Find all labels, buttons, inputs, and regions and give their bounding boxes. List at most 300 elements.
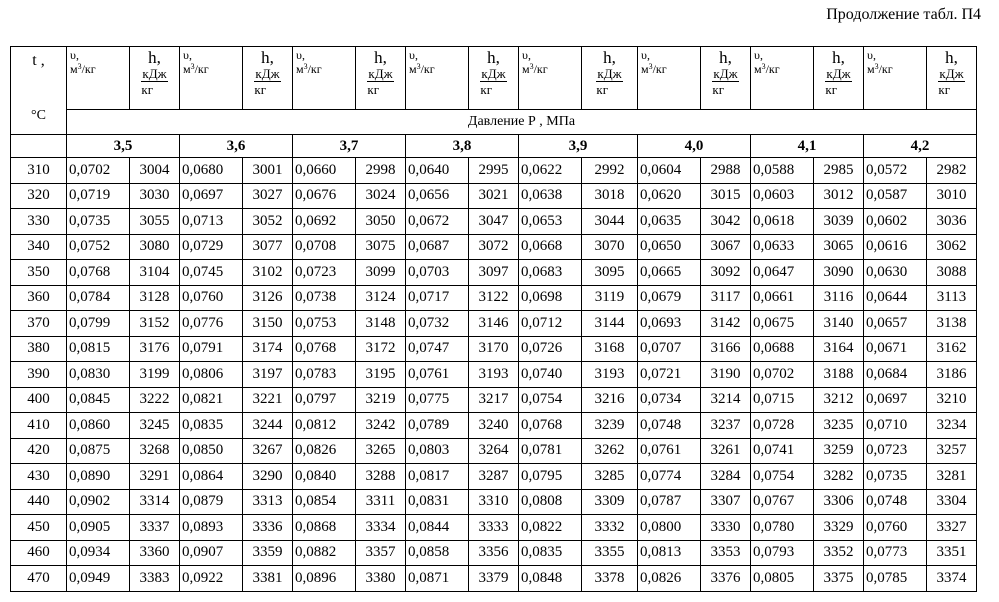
enthalpy-cell: 3164 (814, 336, 864, 362)
specific-volume-cell: 0,0604 (638, 158, 701, 184)
h-unit-denominator: кг (596, 82, 609, 97)
specific-volume-cell: 0,0633 (751, 234, 814, 260)
enthalpy-cell: 3288 (356, 464, 406, 490)
table-row (11, 285, 977, 311)
enthalpy-cell: 3148 (356, 311, 406, 337)
enthalpy-cell: 3210 (927, 387, 977, 413)
h-unit-fraction (367, 67, 393, 96)
specific-volume-cell: 0,0826 (293, 438, 356, 464)
specific-volume-cell: 0,0797 (293, 387, 356, 413)
enthalpy-cell: 3237 (701, 413, 751, 439)
v-unit-exp: 3 (648, 61, 653, 71)
enthalpy-cell: 3332 (582, 515, 638, 541)
enthalpy-cell: 3122 (469, 285, 519, 311)
specific-volume-header (293, 47, 356, 110)
temperature-cell: 320 (11, 183, 67, 209)
h-unit-fraction (141, 67, 167, 96)
specific-volume-cell: 0,0761 (406, 362, 469, 388)
specific-volume-cell: 0,0679 (638, 285, 701, 311)
enthalpy-cell: 3381 (243, 566, 293, 592)
enthalpy-cell: 3333 (469, 515, 519, 541)
enthalpy-cell: 3379 (469, 566, 519, 592)
specific-volume-cell: 0,0858 (406, 540, 469, 566)
specific-volume-cell: 0,0860 (67, 413, 130, 439)
v-unit-base: м (409, 61, 417, 76)
enthalpy-cell: 3138 (927, 311, 977, 337)
enthalpy-cell: 3039 (814, 209, 864, 235)
enthalpy-cell: 3261 (701, 438, 751, 464)
specific-volume-cell: 0,0754 (519, 387, 582, 413)
enthalpy-cell: 3383 (130, 566, 180, 592)
specific-volume-cell: 0,0708 (293, 234, 356, 260)
enthalpy-cell: 3030 (130, 183, 180, 209)
specific-volume-cell: 0,0787 (638, 489, 701, 515)
specific-volume-cell: 0,0806 (180, 362, 243, 388)
specific-volume-cell: 0,0768 (67, 260, 130, 286)
enthalpy-cell: 3378 (582, 566, 638, 592)
temperature-cell: 410 (11, 413, 67, 439)
specific-volume-cell: 0,0882 (293, 540, 356, 566)
v-unit-tail: /кг (307, 61, 322, 76)
enthalpy-cell: 3088 (927, 260, 977, 286)
table-row (11, 158, 977, 184)
enthalpy-cell: 3221 (243, 387, 293, 413)
enthalpy-cell: 3099 (356, 260, 406, 286)
temperature-cell: 440 (11, 489, 67, 515)
table-row (11, 234, 977, 260)
h-unit-numerator: кДж (939, 66, 964, 81)
specific-volume-cell: 0,0864 (180, 464, 243, 490)
temperature-cell: 420 (11, 438, 67, 464)
h-symbol: h, (148, 48, 161, 67)
h-unit-denominator: кг (254, 82, 267, 97)
specific-volume-cell: 0,0697 (864, 387, 927, 413)
enthalpy-cell: 3117 (701, 285, 751, 311)
h-symbol: h, (832, 48, 845, 67)
h-unit-numerator: кДж (713, 66, 738, 81)
specific-volume-cell: 0,0734 (638, 387, 701, 413)
enthalpy-cell: 3128 (130, 285, 180, 311)
specific-volume-cell: 0,0875 (67, 438, 130, 464)
temperature-cell: 360 (11, 285, 67, 311)
v-unit-base: м (754, 61, 762, 76)
enthalpy-cell: 3268 (130, 438, 180, 464)
specific-volume-cell: 0,0638 (519, 183, 582, 209)
specific-volume-cell: 0,0588 (751, 158, 814, 184)
specific-volume-cell: 0,0848 (519, 566, 582, 592)
enthalpy-cell: 3216 (582, 387, 638, 413)
specific-volume-cell: 0,0715 (751, 387, 814, 413)
enthalpy-cell: 3095 (582, 260, 638, 286)
specific-volume-cell: 0,0793 (751, 540, 814, 566)
table-row (11, 260, 977, 286)
enthalpy-cell: 3219 (356, 387, 406, 413)
specific-volume-cell: 0,0656 (406, 183, 469, 209)
specific-volume-cell: 0,0813 (638, 540, 701, 566)
h-unit-fraction (712, 67, 738, 96)
specific-volume-cell: 0,0871 (406, 566, 469, 592)
enthalpy-header (582, 47, 638, 110)
enthalpy-cell: 3142 (701, 311, 751, 337)
v-unit-tail: /кг (533, 61, 548, 76)
specific-volume-cell: 0,0622 (519, 158, 582, 184)
enthalpy-cell: 3146 (469, 311, 519, 337)
enthalpy-cell: 3329 (814, 515, 864, 541)
temperature-cell: 450 (11, 515, 67, 541)
enthalpy-cell: 3375 (814, 566, 864, 592)
enthalpy-cell: 3356 (469, 540, 519, 566)
v-symbol: υ, (183, 48, 192, 62)
specific-volume-cell: 0,0710 (864, 413, 927, 439)
pressure-value: 4,0 (638, 135, 751, 158)
h-symbol: h, (261, 48, 274, 67)
specific-volume-cell: 0,0740 (519, 362, 582, 388)
enthalpy-cell: 3355 (582, 540, 638, 566)
specific-volume-cell: 0,0680 (180, 158, 243, 184)
specific-volume-cell: 0,0774 (638, 464, 701, 490)
temperature-cell: 350 (11, 260, 67, 286)
pressure-value: 4,2 (864, 135, 977, 158)
enthalpy-cell: 2982 (927, 158, 977, 184)
enthalpy-cell: 3010 (927, 183, 977, 209)
enthalpy-cell: 3116 (814, 285, 864, 311)
specific-volume-cell: 0,0728 (751, 413, 814, 439)
specific-volume-header (751, 47, 814, 110)
specific-volume-cell: 0,0735 (67, 209, 130, 235)
h-unit-fraction (825, 67, 851, 96)
specific-volume-cell: 0,0702 (67, 158, 130, 184)
specific-volume-cell: 0,0618 (751, 209, 814, 235)
h-unit-numerator: кДж (826, 66, 851, 81)
specific-volume-cell: 0,0868 (293, 515, 356, 541)
specific-volume-cell: 0,0640 (406, 158, 469, 184)
specific-volume-cell: 0,0692 (293, 209, 356, 235)
steam-properties-table (10, 46, 977, 592)
specific-volume-cell: 0,0822 (519, 515, 582, 541)
enthalpy-cell: 3257 (927, 438, 977, 464)
pressure-value: 3,9 (519, 135, 638, 158)
temperature-symbol: t , (32, 52, 45, 69)
specific-volume-cell: 0,0840 (293, 464, 356, 490)
specific-volume-cell: 0,0644 (864, 285, 927, 311)
temperature-cell: 380 (11, 336, 67, 362)
enthalpy-cell: 3244 (243, 413, 293, 439)
enthalpy-cell: 3357 (356, 540, 406, 566)
temperature-cell: 470 (11, 566, 67, 592)
enthalpy-cell: 3077 (243, 234, 293, 260)
enthalpy-cell: 3199 (130, 362, 180, 388)
enthalpy-cell: 3075 (356, 234, 406, 260)
enthalpy-header (469, 47, 519, 110)
enthalpy-cell: 3174 (243, 336, 293, 362)
specific-volume-cell: 0,0587 (864, 183, 927, 209)
enthalpy-cell: 3024 (356, 183, 406, 209)
enthalpy-cell: 3190 (701, 362, 751, 388)
specific-volume-cell: 0,0684 (864, 362, 927, 388)
enthalpy-cell: 3168 (582, 336, 638, 362)
temperature-header (11, 47, 67, 135)
specific-volume-cell: 0,0781 (519, 438, 582, 464)
v-unit-base: м (641, 61, 649, 76)
v-unit-tail: /кг (194, 61, 209, 76)
v-unit-exp: 3 (77, 61, 82, 71)
v-symbol: υ, (522, 48, 531, 62)
enthalpy-cell: 3065 (814, 234, 864, 260)
enthalpy-cell: 2985 (814, 158, 864, 184)
specific-volume-cell: 0,0780 (751, 515, 814, 541)
specific-volume-cell: 0,0768 (293, 336, 356, 362)
specific-volume-cell: 0,0712 (519, 311, 582, 337)
specific-volume-cell: 0,0660 (293, 158, 356, 184)
v-symbol: υ, (754, 48, 763, 62)
enthalpy-cell: 3188 (814, 362, 864, 388)
specific-volume-header (406, 47, 469, 110)
specific-volume-cell: 0,0821 (180, 387, 243, 413)
enthalpy-cell: 3119 (582, 285, 638, 311)
v-unit-tail: /кг (652, 61, 667, 76)
specific-volume-cell: 0,0687 (406, 234, 469, 260)
v-unit-base: м (70, 61, 78, 76)
enthalpy-cell: 3193 (582, 362, 638, 388)
h-unit-fraction (480, 67, 506, 96)
specific-volume-cell: 0,0784 (67, 285, 130, 311)
enthalpy-cell: 3214 (701, 387, 751, 413)
specific-volume-cell: 0,0676 (293, 183, 356, 209)
h-symbol: h, (719, 48, 732, 67)
enthalpy-cell: 3015 (701, 183, 751, 209)
enthalpy-cell: 3306 (814, 489, 864, 515)
specific-volume-cell: 0,0835 (180, 413, 243, 439)
specific-volume-cell: 0,0738 (293, 285, 356, 311)
enthalpy-cell: 3217 (469, 387, 519, 413)
specific-volume-cell: 0,0815 (67, 336, 130, 362)
specific-volume-header (67, 47, 130, 110)
specific-volume-cell: 0,0657 (864, 311, 927, 337)
enthalpy-cell: 2998 (356, 158, 406, 184)
pressure-value: 3,8 (406, 135, 519, 158)
h-symbol: h, (374, 48, 387, 67)
enthalpy-cell: 3197 (243, 362, 293, 388)
enthalpy-cell: 3336 (243, 515, 293, 541)
enthalpy-cell: 3126 (243, 285, 293, 311)
specific-volume-cell: 0,0830 (67, 362, 130, 388)
h-unit-denominator: кг (367, 82, 380, 97)
enthalpy-cell: 3042 (701, 209, 751, 235)
enthalpy-cell: 3047 (469, 209, 519, 235)
specific-volume-cell: 0,0675 (751, 311, 814, 337)
h-unit-numerator: кДж (481, 66, 506, 81)
specific-volume-cell: 0,0721 (638, 362, 701, 388)
specific-volume-cell: 0,0835 (519, 540, 582, 566)
specific-volume-cell: 0,0616 (864, 234, 927, 260)
specific-volume-cell: 0,0703 (406, 260, 469, 286)
specific-volume-cell: 0,0905 (67, 515, 130, 541)
pressure-value: 3,5 (67, 135, 180, 158)
enthalpy-header (814, 47, 864, 110)
enthalpy-cell: 3264 (469, 438, 519, 464)
enthalpy-cell: 3062 (927, 234, 977, 260)
enthalpy-header (130, 47, 180, 110)
pressure-label-row (11, 110, 977, 135)
v-unit-exp: 3 (874, 61, 879, 71)
specific-volume-cell: 0,0808 (519, 489, 582, 515)
specific-volume-cell: 0,0671 (864, 336, 927, 362)
enthalpy-cell: 3162 (927, 336, 977, 362)
pressure-label: Давление Р , МПа (67, 110, 977, 135)
specific-volume-cell: 0,0800 (638, 515, 701, 541)
table-row (11, 311, 977, 337)
v-unit-base: м (522, 61, 530, 76)
temperature-cell: 370 (11, 311, 67, 337)
specific-volume-cell: 0,0817 (406, 464, 469, 490)
enthalpy-cell: 3239 (582, 413, 638, 439)
v-unit-tail: /кг (81, 61, 96, 76)
enthalpy-cell: 3044 (582, 209, 638, 235)
specific-volume-cell: 0,0665 (638, 260, 701, 286)
specific-volume-cell: 0,0760 (180, 285, 243, 311)
specific-volume-cell: 0,0776 (180, 311, 243, 337)
specific-volume-cell: 0,0741 (751, 438, 814, 464)
specific-volume-cell: 0,0713 (180, 209, 243, 235)
enthalpy-cell: 3380 (356, 566, 406, 592)
enthalpy-cell: 3027 (243, 183, 293, 209)
v-unit-exp: 3 (529, 61, 534, 71)
specific-volume-cell: 0,0907 (180, 540, 243, 566)
h-symbol: h, (603, 48, 616, 67)
pressure-value: 3,6 (180, 135, 293, 158)
enthalpy-cell: 3195 (356, 362, 406, 388)
enthalpy-cell: 3281 (927, 464, 977, 490)
h-symbol: h, (487, 48, 500, 67)
specific-volume-cell: 0,0729 (180, 234, 243, 260)
enthalpy-cell: 3304 (927, 489, 977, 515)
temperature-cell: 330 (11, 209, 67, 235)
enthalpy-cell: 3072 (469, 234, 519, 260)
pressure-values-row (11, 135, 977, 158)
enthalpy-cell: 2992 (582, 158, 638, 184)
v-symbol: υ, (867, 48, 876, 62)
specific-volume-cell: 0,0603 (751, 183, 814, 209)
specific-volume-cell: 0,0812 (293, 413, 356, 439)
h-symbol: h, (945, 48, 958, 67)
specific-volume-cell: 0,0702 (751, 362, 814, 388)
enthalpy-cell: 3193 (469, 362, 519, 388)
enthalpy-cell: 3067 (701, 234, 751, 260)
enthalpy-cell: 3287 (469, 464, 519, 490)
enthalpy-cell: 3313 (243, 489, 293, 515)
specific-volume-cell: 0,0602 (864, 209, 927, 235)
enthalpy-cell: 3186 (927, 362, 977, 388)
v-unit-base: м (183, 61, 191, 76)
h-unit-denominator: кг (938, 82, 951, 97)
temperature-cell: 460 (11, 540, 67, 566)
specific-volume-cell: 0,0799 (67, 311, 130, 337)
specific-volume-cell: 0,0760 (864, 515, 927, 541)
enthalpy-cell: 3235 (814, 413, 864, 439)
specific-volume-cell: 0,0805 (751, 566, 814, 592)
table-row (11, 489, 977, 515)
enthalpy-cell: 3285 (582, 464, 638, 490)
specific-volume-cell: 0,0845 (67, 387, 130, 413)
enthalpy-cell: 3090 (814, 260, 864, 286)
specific-volume-cell: 0,0789 (406, 413, 469, 439)
enthalpy-cell: 3012 (814, 183, 864, 209)
table-row (11, 209, 977, 235)
enthalpy-cell: 3262 (582, 438, 638, 464)
enthalpy-header (927, 47, 977, 110)
enthalpy-cell: 3140 (814, 311, 864, 337)
v-unit-tail: /кг (765, 61, 780, 76)
v-unit-exp: 3 (761, 61, 766, 71)
enthalpy-cell: 3170 (469, 336, 519, 362)
enthalpy-cell: 3353 (701, 540, 751, 566)
enthalpy-cell: 2995 (469, 158, 519, 184)
h-unit-denominator: кг (480, 82, 493, 97)
temperature-cell: 390 (11, 362, 67, 388)
v-symbol: υ, (296, 48, 305, 62)
specific-volume-cell: 0,0752 (67, 234, 130, 260)
v-unit-base: м (867, 61, 875, 76)
enthalpy-cell: 3290 (243, 464, 293, 490)
v-symbol: υ, (641, 48, 650, 62)
enthalpy-cell: 3291 (130, 464, 180, 490)
specific-volume-cell: 0,0773 (864, 540, 927, 566)
enthalpy-cell: 3092 (701, 260, 751, 286)
enthalpy-cell: 3267 (243, 438, 293, 464)
enthalpy-cell: 3259 (814, 438, 864, 464)
h-unit-numerator: кДж (255, 66, 280, 81)
table-row (11, 464, 977, 490)
enthalpy-cell: 2988 (701, 158, 751, 184)
enthalpy-cell: 3172 (356, 336, 406, 362)
enthalpy-cell: 3050 (356, 209, 406, 235)
enthalpy-cell: 3021 (469, 183, 519, 209)
specific-volume-cell: 0,0826 (638, 566, 701, 592)
v-unit-exp: 3 (416, 61, 421, 71)
specific-volume-cell: 0,0748 (638, 413, 701, 439)
enthalpy-cell: 3222 (130, 387, 180, 413)
enthalpy-cell: 3242 (356, 413, 406, 439)
enthalpy-cell: 3359 (243, 540, 293, 566)
specific-volume-cell: 0,0767 (751, 489, 814, 515)
enthalpy-header (701, 47, 751, 110)
pressure-value: 3,7 (293, 135, 406, 158)
v-symbol: υ, (70, 48, 79, 62)
h-unit-numerator: кДж (142, 66, 167, 81)
specific-volume-cell: 0,0668 (519, 234, 582, 260)
specific-volume-cell: 0,0732 (406, 311, 469, 337)
specific-volume-cell: 0,0745 (180, 260, 243, 286)
specific-volume-cell: 0,0672 (406, 209, 469, 235)
specific-volume-cell: 0,0650 (638, 234, 701, 260)
specific-volume-cell: 0,0697 (180, 183, 243, 209)
enthalpy-cell: 3352 (814, 540, 864, 566)
enthalpy-cell: 3150 (243, 311, 293, 337)
specific-volume-cell: 0,0735 (864, 464, 927, 490)
specific-volume-cell: 0,0726 (519, 336, 582, 362)
temperature-cell: 340 (11, 234, 67, 260)
specific-volume-cell: 0,0572 (864, 158, 927, 184)
specific-volume-cell: 0,0620 (638, 183, 701, 209)
enthalpy-cell: 3018 (582, 183, 638, 209)
enthalpy-cell: 3036 (927, 209, 977, 235)
enthalpy-cell: 3309 (582, 489, 638, 515)
enthalpy-cell: 3311 (356, 489, 406, 515)
specific-volume-cell: 0,0896 (293, 566, 356, 592)
specific-volume-cell: 0,0785 (864, 566, 927, 592)
specific-volume-cell: 0,0647 (751, 260, 814, 286)
table-caption: Продолжение табл. П4 (826, 6, 981, 23)
